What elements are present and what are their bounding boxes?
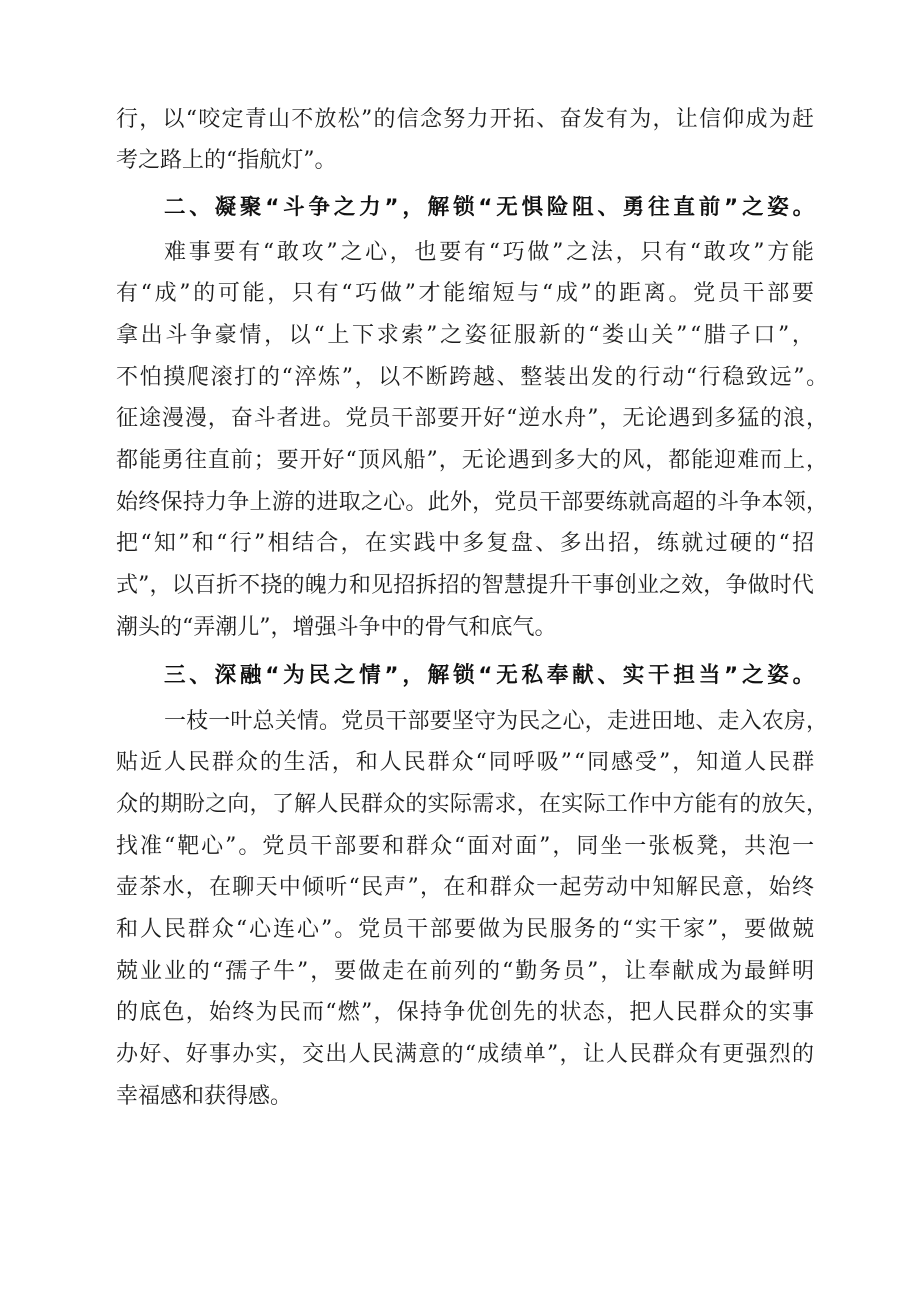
paragraph-line: 壶茶水，在聊天中倾听“民声”，在和群众一起劳动中知解民意，始终 (116, 875, 816, 900)
paragraph-line: 幸福感和获得感。 (116, 1084, 293, 1109)
paragraph-line: 征途漫漫，奋斗者进。党员干部要开好“逆水舟”，无论遇到多猛的浪， (116, 406, 829, 431)
paragraph-line: 的底色，始终为民而“燃”，保持争优创先的状态，把人民群众的实事 (116, 1000, 816, 1025)
paragraph-line: 把“知”和“行”相结合，在实践中多复盘、多出招，练就过硬的“招 (116, 531, 817, 556)
paragraph-line: 式”，以百折不挠的魄力和见招拆招的智慧提升干事创业之效，争做时代 (116, 573, 815, 598)
paragraph-line: 和人民群众“心连心”。党员干部要做为民服务的“实干家”，要做兢 (116, 917, 817, 942)
paragraph-line: 办好、好事办实，交出人民满意的“成绩单”，让人民群众有更强烈的 (116, 1042, 816, 1067)
paragraph-line: 行，以“咬定青山不放松”的信念努力开拓、奋发有为，让信仰成为赶 (116, 107, 816, 132)
paragraph-line: 始终保持力争上游的进取之心。此外，党员干部要练就高超的斗争本领， (116, 490, 829, 515)
paragraph-line: 兢业业的“孺子牛”，要做走在前列的“勤务员”，让奉献成为最鲜明 (116, 959, 817, 984)
paragraph-line: 找准“靶心”。党员干部要和群众“面对面”，同坐一张板凳，共泡一 (116, 834, 817, 859)
paragraph-line: 不怕摸爬滚打的“淬炼”，以不断跨越、整装出发的行动“行稳致远”。 (116, 365, 830, 390)
paragraph-line: 有“成”的可能，只有“巧做”才能缩短与“成”的距离。党员干部要 (116, 281, 817, 306)
paragraph-line: 考之路上的“指航灯”。 (116, 148, 337, 173)
paragraph-line: 一枝一叶总关情。党员干部要坚守为民之心，走进田地、走入农房， (164, 709, 829, 734)
paragraph-line: 拿出斗争豪情，以“上下求索”之姿征服新的“娄山关”“腊子口”， (116, 323, 817, 348)
paragraph-line: 潮头的“弄潮儿”，增强斗争中的骨气和底气。 (116, 615, 557, 640)
section-heading: 二、凝聚“斗争之力”，解锁“无惧险阻、勇往直前”之姿。 (164, 195, 818, 220)
paragraph-line: 难事要有“敢攻”之心，也要有“巧做”之法，只有“敢攻”方能 (164, 240, 817, 265)
paragraph-line: 都能勇往直前；要开好“顶风船”，无论遇到多大的风，都能迎难而上， (116, 448, 829, 473)
paragraph-line: 众的期盼之向，了解人民群众的实际需求，在实际工作中方能有的放矢， (116, 792, 829, 817)
paragraph-line: 贴近人民群众的生活，和人民群众“同呼吸”“同感受”，知道人民群 (116, 750, 817, 775)
section-heading: 三、深融“为民之情”，解锁“无私奉献、实干担当”之姿。 (164, 663, 818, 688)
